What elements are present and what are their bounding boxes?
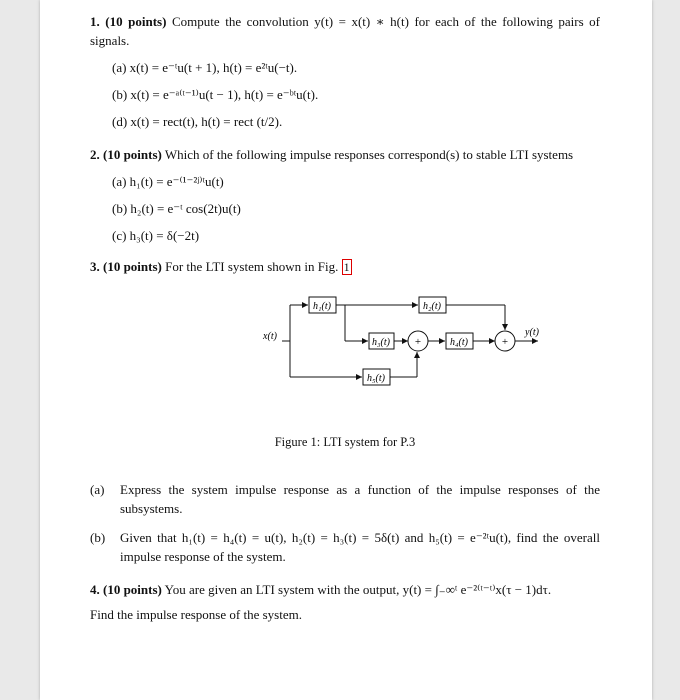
problem-set [90, 12, 600, 632]
block-h1-label: h₁(t) [313, 301, 331, 312]
problem-1-statement [90, 12, 600, 50]
part-a-text: Express the system impulse response as a function of the impulse responses of the subsystems. [120, 482, 600, 516]
problem-4-statement [90, 580, 600, 599]
problem-3-statement [90, 257, 600, 277]
problem-2-text: Which of the following impulse responses correspond(s) to stable LTI systems [164, 147, 574, 162]
block-h3-label: h₃(t) [372, 337, 390, 348]
sum-1-symbol: + [414, 336, 422, 348]
problem-2-statement [90, 145, 600, 164]
problem-4 [90, 580, 600, 624]
part-b-text: Given that h₁(t) = h₄(t) = u(t), h₂(t) = h₃(t) = 5δ(t) and h₅(t) = e⁻²ᵗu(t), find the overall impulse response of the system. [120, 530, 600, 564]
problem-2-item-c: (c) h₃(t) = δ(−2t) [112, 228, 200, 243]
problem-3 [90, 257, 600, 566]
figure-caption: Figure 1: LTI system for P.3 [274, 435, 416, 449]
figure-reference-link[interactable]: 1 [343, 260, 350, 274]
part-a-label: (a) [90, 482, 105, 497]
problem-2-item-a: (a) h₁(t) = e⁻⁽¹⁻²ʲ⁾ᵗu(t) [112, 174, 224, 189]
problem-1-item-a: (a) x(t) = e⁻ᵗu(t + 1), h(t) = e²ᵗu(−t). [112, 60, 298, 75]
problem-4-text: You are given an LTI system with the output, y(t) = ∫₋∞ᵗ e⁻²⁽ᵗ⁻ᵗ⁾x(τ − 1)dτ. [164, 582, 552, 597]
output-label: y(t) [525, 327, 539, 338]
problem-3-text: For the LTI system shown in Fig. [165, 259, 339, 274]
problem-1 [90, 12, 600, 131]
problem-4-heading: 4. (10 points) [90, 582, 162, 597]
block-h5-label: h₅(t) [367, 373, 385, 384]
problem-1-text: Compute the convolution y(t) = x(t) ∗ h(t) for each of the following pairs of signals. [90, 14, 601, 48]
part-b-label: (b) [90, 530, 106, 545]
block-diagram-svg [90, 281, 600, 431]
sum-2-symbol: + [501, 336, 509, 348]
problem-4-question: Find the impulse response of the system. [90, 607, 302, 622]
problem-3-heading: 3. (10 points) [90, 259, 162, 274]
problem-1-heading: 1. (10 points) [90, 14, 167, 29]
problem-3-subparts [90, 480, 600, 566]
problem-2-item-b: (b) h₂(t) = e⁻ᵗ cos(2t)u(t) [112, 201, 241, 216]
problem-1-item-b: (b) x(t) = e⁻ᵃ⁽ᵗ⁻¹⁾u(t − 1), h(t) = e⁻ᵇᵗu(t). [112, 87, 319, 102]
problem-1-item-d: (d) x(t) = rect(t), h(t) = rect (t/2). [112, 114, 283, 129]
problem-2 [90, 145, 600, 245]
block-h2-label: h₂(t) [423, 301, 441, 312]
input-label: x(t) [263, 331, 277, 342]
block-h4-label: h₄(t) [450, 337, 468, 348]
block-diagram [90, 281, 600, 431]
problem-3-part-b [90, 528, 600, 566]
problem-2-heading: 2. (10 points) [90, 147, 162, 162]
document-page [40, 0, 652, 700]
problem-3-part-a [90, 480, 600, 518]
